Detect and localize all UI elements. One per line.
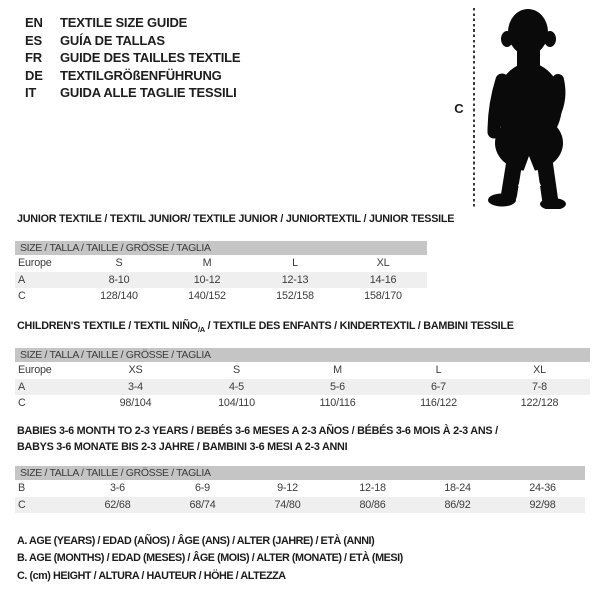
table-cell: M — [202, 257, 212, 270]
language-code: FR — [25, 50, 42, 66]
baby-silhouette — [481, 8, 577, 209]
table-cell: 9-12 — [277, 482, 298, 495]
table-cell: Europe — [18, 364, 52, 377]
table-cell: 104/110 — [218, 397, 255, 410]
table-row — [15, 395, 590, 412]
table-row — [15, 255, 427, 272]
language-title: GUIDA ALLE TAGLIE TESSILI — [60, 85, 237, 101]
table-cell: 68/74 — [189, 498, 216, 511]
table-cell: 158/170 — [364, 290, 402, 303]
table-cell: Europe — [18, 257, 52, 270]
height-measure-label: C — [454, 101, 464, 116]
children-title-subscript: /A — [197, 325, 205, 335]
language-row-en — [25, 14, 240, 32]
language-header-block — [25, 14, 240, 102]
table-cell: 12-13 — [281, 273, 309, 286]
table-cell: 98/104 — [119, 397, 152, 410]
babies-size-table — [15, 466, 585, 513]
language-row-de — [25, 67, 240, 85]
language-row-es — [25, 32, 240, 50]
junior-size-table — [15, 241, 427, 305]
babies-title-line1: BABIES 3-6 MONTH TO 2-3 YEARS / BEBÉS 3-6 MESES A 2-3 AÑOS / BÉBÉS 3-6 MOIS À 2-3 ANS / — [17, 425, 498, 437]
table-cell: B — [18, 482, 26, 495]
language-title: TEXTILE SIZE GUIDE — [60, 15, 188, 30]
size-header-bar: SIZE / TALLA / TAILLE / GRÖSSE / TAGLIA — [15, 348, 590, 362]
table-cell: 10-12 — [193, 273, 221, 286]
language-code: IT — [25, 85, 37, 101]
language-row-it — [25, 84, 240, 102]
measurement-legend — [17, 533, 403, 585]
table-cell: 6-7 — [430, 380, 446, 393]
table-cell: 128/140 — [100, 290, 138, 303]
table-cell: 152/158 — [276, 290, 314, 303]
table-cell: S — [115, 257, 123, 270]
table-cell: L — [292, 257, 298, 270]
table-cell: M — [333, 364, 342, 377]
table-row — [15, 497, 585, 514]
children-size-table — [15, 348, 590, 412]
babies-title-line2: BABYS 3-6 MONATE BIS 2-3 JAHRE / BAMBINI 3-6 MESI A 2-3 ANNI — [17, 440, 348, 453]
table-cell: 140/152 — [188, 290, 226, 303]
table-cell: 6-9 — [194, 482, 210, 495]
legend-line-b: B. AGE (MONTHS) / EDAD (MESES) / ÂGE (MOIS) / ALTER (MONATE) / ETÀ (MESI) — [17, 552, 403, 565]
table-cell: 5-6 — [329, 380, 345, 393]
table-row — [15, 362, 590, 379]
language-row-fr — [25, 49, 240, 67]
table-cell: 3-4 — [127, 380, 143, 393]
height-measure-dotted-line — [473, 8, 475, 207]
legend-line-c: C. (cm) HEIGHT / ALTURA / HAUTEUR / HÖHE / ALTEZZA — [17, 569, 286, 582]
table-row — [15, 379, 590, 396]
language-code: DE — [25, 67, 43, 83]
table-cell: 74/80 — [274, 498, 301, 511]
language-code: EN — [25, 15, 43, 30]
size-header-bar: SIZE / TALLA / TAILLE / GRÖSSE / TAGLIA — [15, 466, 585, 480]
table-cell: 92/98 — [529, 498, 556, 511]
table-cell: A — [18, 380, 26, 393]
language-title: GUÍA DE TALLAS — [60, 32, 165, 48]
table-cell: 8-10 — [108, 273, 130, 286]
children-title-text: CHILDREN'S TEXTILE / TEXTIL NIÑO — [17, 320, 198, 332]
table-cell: 116/122 — [420, 397, 457, 410]
table-row — [15, 288, 427, 305]
table-cell: 3-6 — [109, 482, 125, 495]
table-cell: XS — [128, 364, 143, 377]
table-cell: 18-24 — [444, 482, 471, 495]
table-cell: 62/68 — [104, 498, 131, 511]
language-title: TEXTILGRÖßENFÜHRUNG — [60, 67, 222, 83]
size-header-bar: SIZE / TALLA / TAILLE / GRÖSSE / TAGLIA — [15, 241, 427, 255]
language-code: ES — [25, 32, 42, 48]
legend-line-a: A. AGE (YEARS) / EDAD (AÑOS) / ÂGE (ANS) / ALTER (JAHRE) / ETÀ (ANNI) — [17, 535, 375, 547]
table-cell: XL — [533, 364, 546, 377]
table-cell: C — [18, 498, 26, 511]
table-row — [15, 480, 585, 497]
table-cell: 4-5 — [228, 380, 244, 393]
table-cell: 7-8 — [531, 380, 547, 393]
table-cell: 122/128 — [520, 397, 559, 410]
table-cell: L — [435, 364, 442, 377]
table-cell: S — [232, 364, 240, 377]
table-cell: C — [18, 290, 26, 303]
junior-table-title: JUNIOR TEXTILE / TEXTIL JUNIOR/ TEXTILE JUNIOR / JUNIORTEXTIL / JUNIOR TESSILE — [17, 213, 455, 225]
table-row — [15, 272, 427, 289]
table-cell: 80/86 — [359, 498, 386, 511]
table-cell: 12-18 — [359, 482, 386, 495]
table-cell: 14-16 — [369, 273, 397, 286]
children-title-text: / TEXTILE DES ENFANTS / KINDERTEXTIL / BAMBINI TESSILE — [204, 320, 514, 332]
table-cell: XL — [376, 257, 390, 270]
babies-table-title — [17, 424, 498, 456]
table-cell: 110/116 — [319, 397, 356, 410]
language-title: GUIDE DES TAILLES TEXTILE — [60, 50, 241, 66]
table-cell: C — [18, 397, 26, 410]
table-cell: 86/92 — [444, 498, 471, 511]
children-table-title — [17, 319, 514, 338]
table-cell: A — [18, 273, 26, 286]
table-cell: 24-36 — [529, 482, 556, 495]
